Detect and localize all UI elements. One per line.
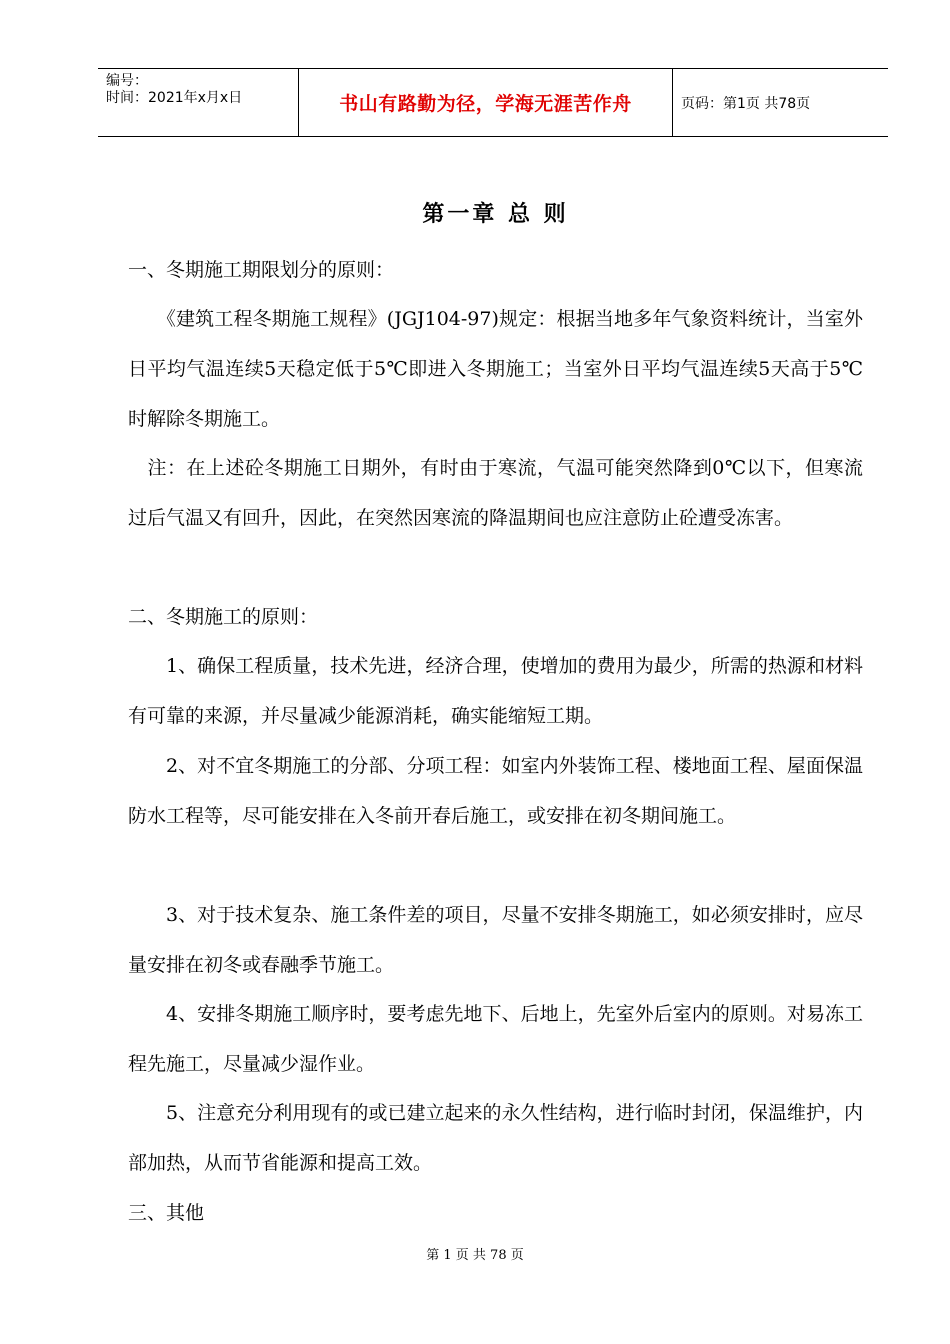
header-motto-cell [299, 69, 673, 136]
principle-item-5: 5、注意充分利用现有的或已建立起来的永久性结构，进行临时封闭，保温维护，内部加热，从而节省能源和提高工效。 [128, 1102, 863, 1174]
principle-item-4: 4、安排冬期施工顺序时，要考虑先地下、后地上，先室外后室内的原则。对易冻工程先施工，尽量减少湿作业。 [128, 1003, 863, 1075]
page-footer: 第 1 页 共 78 页 [426, 1248, 524, 1263]
header-meta [98, 69, 299, 136]
serial-label: 编号： [106, 73, 148, 89]
header-page-info [673, 69, 888, 136]
motto-text: 书山有路勤为径，学海无涯苦作舟 [339, 93, 632, 115]
principle-item-3: 3、对于技术复杂、施工条件差的项目，尽量不安排冬期施工，如必须安排时，应尽量安排在初冬或春融季节施工。 [128, 904, 863, 976]
section-heading-3: 三、其他 [128, 1202, 205, 1224]
page-info-text: 页码：第1页 共78页 [681, 95, 811, 112]
time-label: 时间：2021年x月x日 [106, 90, 243, 106]
principle-item-1: 1、确保工程质量，技术先进，经济合理，使增加的费用为最少，所需的热源和材料有可靠的来源，并尽量减少能源消耗，确实能缩短工期。 [128, 655, 863, 727]
section-heading-1: 一、冬期施工期限划分的原则： [128, 259, 395, 281]
chapter-title: 第一章 总 则 [422, 202, 569, 227]
paragraph-regulation: 《建筑工程冬期施工规程》(JGJ104-97)规定：根据当地多年气象资料统计，当室外日平均气温连续5天稳定低于5℃即进入冬期施工；当室外日平均气温连续5天高于5℃时解除冬期施工。 [128, 308, 863, 430]
page-header [98, 68, 888, 137]
section-heading-2: 二、冬期施工的原则： [128, 606, 319, 628]
principle-item-2: 2、对不宜冬期施工的分部、分项工程：如室内外装饰工程、楼地面工程、屋面保温防水工程等，尽可能安排在入冬前开春后施工，或安排在初冬期间施工。 [128, 755, 863, 827]
paragraph-note: 注：在上述砼冬期施工日期外，有时由于寒流，气温可能突然降到0℃以下，但寒流过后气温又有回升，因此，在突然因寒流的降温期间也应注意防止砼遭受冻害。 [128, 457, 863, 529]
